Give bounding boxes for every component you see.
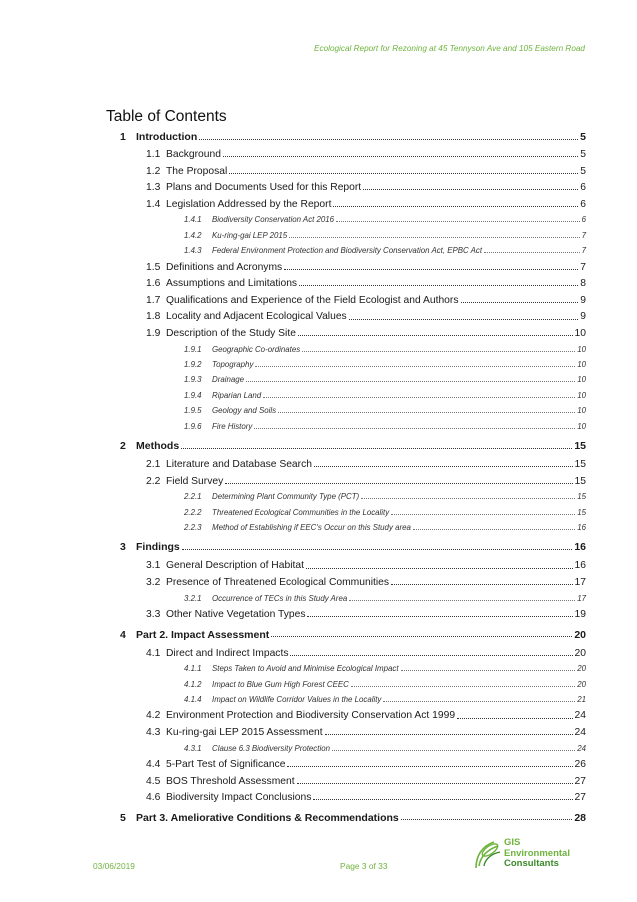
toc-entry-page: 10 (577, 421, 586, 431)
dot-leader (349, 319, 579, 320)
toc-entry-4-1-1[interactable] (184, 665, 586, 673)
footer-date: 03/06/2019 (93, 861, 135, 871)
toc-entry-title: Environment Protection and Biodiversity Conservation Act 1999 (166, 710, 456, 722)
toc-entry-1-6[interactable] (146, 279, 586, 289)
dot-leader (325, 734, 573, 735)
toc-entry-number: 1.4.2 (184, 230, 202, 240)
toc-entry-page: 10 (577, 375, 586, 385)
toc-entry-page: 15 (574, 440, 586, 452)
toc-entry-number: 2.2 (146, 475, 161, 487)
toc-entry-title: Topography (212, 360, 254, 369)
logo-line-2: Environmental (504, 847, 570, 859)
dot-leader (306, 568, 573, 569)
toc-entry-title: Qualifications and Experience of the Field Ecologist and Authors (166, 294, 459, 306)
toc-entry-title: Description of the Study Site (166, 328, 296, 339)
toc-entry-page: 24 (574, 727, 586, 738)
toc-entry-page: 15 (574, 459, 586, 470)
toc-entry-title: Determining Plant Community Type (PCT) (212, 492, 360, 502)
toc-entry-page: 5 (580, 165, 586, 177)
dot-leader (289, 237, 579, 238)
toc-entry-page: 10 (574, 328, 586, 339)
toc-entry-page: 21 (577, 695, 586, 704)
toc-entry-5[interactable] (120, 813, 586, 824)
toc-entry-number: 1.1 (146, 149, 161, 160)
dot-leader (246, 381, 575, 382)
toc-entry-number: 1.9.6 (184, 421, 202, 431)
toc-entry-1-4-1[interactable] (184, 216, 586, 224)
toc-entry-number: 1.9.2 (184, 360, 202, 369)
toc-entry-title: Ku-ring-gai LEP 2015 (212, 230, 288, 240)
toc-entry-title: Occurrence of TECs in this Study Area (212, 593, 348, 603)
dot-leader (299, 285, 578, 286)
dot-leader (461, 302, 579, 303)
toc-entry-number: 3.1 (146, 560, 161, 572)
toc-entry-number: 1.6 (146, 278, 161, 290)
toc-entry-title: Clause 6.3 Biodiversity Protection (212, 743, 330, 753)
toc-entry-number: 4.1.2 (184, 679, 202, 689)
toc-entry-number: 2.2.2 (184, 507, 202, 517)
toc-entry-number: 4.4 (146, 759, 161, 770)
dot-leader (287, 766, 572, 767)
toc-entry-number: 1.9.1 (184, 344, 202, 354)
toc-entry-title: Definitions and Acronyms (166, 261, 283, 273)
logo-line-1: GIS (504, 837, 521, 848)
toc-entry-1-1[interactable] (146, 150, 586, 160)
toc-entry-1-9-2[interactable] (184, 361, 586, 369)
toc-entry-page: 9 (580, 294, 586, 306)
dot-leader (271, 636, 572, 637)
toc-entry-page: 17 (574, 577, 586, 588)
toc-entry-page: 6 (580, 182, 586, 194)
toc-entry-number: 3.2 (146, 577, 161, 588)
toc-entry-3-2[interactable] (146, 578, 586, 588)
dot-leader (182, 549, 573, 550)
running-header: Ecological Report for Rezoning at 45 Tennyson Ave and 105 Eastern Road (314, 44, 585, 53)
dot-leader (391, 514, 575, 515)
toc-entry-title: Steps Taken to Avoid and Minimise Ecological Impact (212, 664, 399, 674)
toc-entry-number: 2.2.1 (184, 492, 202, 502)
toc-entry-4-2[interactable] (146, 711, 586, 721)
company-logo (470, 836, 580, 876)
toc-entry-1-5[interactable] (146, 263, 586, 273)
dot-leader (302, 351, 575, 352)
dot-leader (225, 483, 572, 484)
dot-leader (391, 584, 573, 585)
toc-entry-3-3[interactable] (146, 610, 586, 620)
toc-entry-page: 20 (574, 628, 586, 641)
toc-entry-page: 15 (577, 507, 586, 517)
dot-leader (284, 269, 578, 270)
toc-title: Table of Contents (106, 108, 227, 125)
dot-leader (383, 701, 575, 702)
toc-entry-2-1[interactable] (146, 460, 586, 470)
toc-entry-title: Part 3. Ameliorative Conditions & Recommendations (136, 811, 399, 824)
toc-entry-1[interactable] (120, 132, 586, 143)
logo-text (504, 838, 570, 870)
dot-leader (255, 366, 575, 367)
toc-entry-page: 6 (580, 198, 586, 210)
toc-entry-title: Riparian Land (212, 390, 262, 400)
toc-entry-page: 24 (577, 743, 586, 753)
dot-leader (413, 529, 575, 530)
toc-entry-title: General Description of Habitat (166, 560, 304, 572)
dot-leader (278, 412, 575, 413)
toc-entry-title: Threatened Ecological Communities in the Locality (212, 507, 390, 517)
toc-entry-title: Legislation Addressed by the Report (166, 198, 332, 210)
toc-entry-page: 5 (580, 149, 586, 160)
toc-entry-number: 4.2 (146, 710, 161, 722)
toc-entry-4-1[interactable] (146, 649, 586, 659)
toc-entry-1-4-3[interactable] (184, 247, 586, 255)
toc-entry-title: Introduction (136, 131, 198, 143)
toc-entry-number: 1.2 (146, 165, 161, 177)
dot-leader (484, 252, 580, 253)
dot-leader (333, 206, 578, 207)
dot-leader (351, 686, 575, 687)
toc-entry-number: 4.1.1 (184, 664, 202, 674)
toc-entry-4-1-4[interactable] (184, 696, 586, 704)
toc-entry-page: 10 (577, 344, 586, 354)
toc-entry-1-4-2[interactable] (184, 232, 586, 240)
toc-entry-2-2[interactable] (146, 477, 586, 487)
dot-leader (297, 783, 573, 784)
toc-entry-page: 10 (577, 360, 586, 369)
toc-entry-title: Literature and Database Search (166, 459, 312, 470)
toc-entry-page: 17 (577, 593, 586, 603)
toc-entry-page: 20 (574, 647, 586, 659)
toc-entry-4-1-2[interactable] (184, 681, 586, 689)
toc-entry-title: The Proposal (166, 165, 228, 177)
dot-leader (223, 156, 578, 157)
dot-leader (457, 718, 572, 719)
dot-leader (363, 189, 578, 190)
toc-entry-4-3[interactable] (146, 728, 586, 738)
dot-leader (290, 655, 572, 656)
toc-entry-title: Fire History (212, 421, 253, 431)
toc-entry-number: 1.9.3 (184, 375, 202, 385)
toc-entry-1-7[interactable] (146, 296, 586, 306)
dot-leader (263, 397, 575, 398)
toc-entry-title: Background (166, 149, 221, 160)
toc-entry-number: 1.9.5 (184, 406, 202, 416)
toc-entry-number: 3.2.1 (184, 593, 202, 603)
toc-entry-page: 20 (577, 664, 586, 674)
toc-entry-title: Impact on Wildlife Corridor Values in the Locality (212, 695, 382, 704)
toc-entry-1-9-3[interactable] (184, 376, 586, 384)
toc-entry-2-2-3[interactable] (184, 524, 586, 532)
toc-entry-number: 2 (120, 440, 126, 452)
toc-entry-1-9-6[interactable] (184, 423, 586, 431)
toc-entry-number: 2.1 (146, 459, 161, 470)
toc-entry-page: 5 (580, 131, 586, 143)
toc-entry-page: 27 (574, 775, 586, 787)
toc-entry-1-4[interactable] (146, 200, 586, 210)
toc-entry-page: 8 (580, 278, 586, 290)
toc-entry-title: Methods (136, 440, 180, 452)
toc-entry-page: 15 (577, 492, 586, 502)
toc-entry-1-9-1[interactable] (184, 346, 586, 354)
toc-entry-1-3[interactable] (146, 183, 586, 193)
dot-leader (313, 799, 572, 800)
toc-entry-number: 4.3.1 (184, 743, 202, 753)
toc-entry-number: 4.6 (146, 792, 161, 804)
toc-entry-1-9[interactable] (146, 329, 586, 339)
toc-entry-page: 20 (577, 679, 586, 689)
footer-page-number: Page 3 of 33 (340, 861, 388, 871)
toc-entry-title: BOS Threshold Assessment (166, 775, 295, 787)
toc-entry-title: Ku-ring-gai LEP 2015 Assessment (166, 727, 323, 738)
toc-entry-title: Geology and Soils (212, 406, 277, 416)
toc-entry-title: Federal Environment Protection and Biodiversity Conservation Act, EPBC Act (212, 246, 483, 256)
toc-entry-number: 1.8 (146, 311, 161, 323)
toc-entry-2-2-2[interactable] (184, 509, 586, 517)
toc-entry-number: 1.4.1 (184, 215, 202, 225)
toc-entry-title: Plans and Documents Used for this Report (166, 182, 362, 194)
toc-entry-1-8[interactable] (146, 312, 586, 322)
toc-entry-page: 16 (574, 560, 586, 572)
toc-entry-2[interactable] (120, 441, 586, 452)
logo-line-3: Consultants (504, 858, 559, 869)
toc-entry-3-2-1[interactable] (184, 595, 586, 603)
toc-entry-number: 2.2.3 (184, 523, 202, 532)
toc-entry-number: 4 (120, 628, 126, 641)
toc-entry-4[interactable] (120, 630, 586, 641)
toc-entry-title: Field Survey (166, 475, 224, 487)
toc-entry-number: 4.5 (146, 775, 161, 787)
toc-entry-page: 19 (574, 609, 586, 620)
toc-entry-title: Assumptions and Limitations (166, 278, 298, 290)
toc-entry-title: Method of Establishing if EEC's Occur on this Study area (212, 523, 411, 532)
toc-entry-page: 7 (581, 230, 586, 240)
dot-leader (401, 819, 573, 820)
toc-entry-title: Other Native Vegetation Types (166, 609, 306, 620)
toc-entry-number: 5 (120, 811, 126, 824)
toc-entry-page: 16 (577, 523, 586, 532)
dot-leader (336, 221, 580, 222)
dot-leader (199, 139, 578, 140)
toc-entry-3-1[interactable] (146, 561, 586, 571)
toc-entry-4-3-1[interactable] (184, 745, 586, 753)
toc-entry-number: 1.9.4 (184, 390, 202, 400)
toc-entry-number: 1.9 (146, 328, 161, 339)
toc-entry-4-4[interactable] (146, 760, 586, 770)
toc-entry-title: Geographic Co-ordinates (212, 344, 301, 354)
toc-entry-page: 6 (581, 215, 586, 225)
toc-entry-title: Part 2. Impact Assessment (136, 628, 270, 641)
toc-entry-page: 15 (574, 475, 586, 487)
toc-entry-page: 16 (574, 541, 586, 554)
toc-entry-2-2-1[interactable] (184, 493, 586, 501)
toc-entry-title: 5-Part Test of Significance (166, 759, 286, 770)
toc-entry-4-5[interactable] (146, 777, 586, 787)
toc-entry-title: Direct and Indirect Impacts (166, 647, 289, 659)
dot-leader (254, 428, 575, 429)
dot-leader (332, 750, 575, 751)
toc-entry-number: 1.7 (146, 294, 161, 306)
toc-entry-number: 4.1 (146, 647, 161, 659)
toc-entry-page: 10 (577, 390, 586, 400)
toc-entry-title: Presence of Threatened Ecological Communities (166, 577, 390, 588)
toc-entry-number: 3 (120, 541, 126, 554)
toc-entry-title: Drainage (212, 375, 245, 385)
toc-entry-3[interactable] (120, 542, 586, 553)
toc-entry-page: 7 (581, 246, 586, 256)
toc-entry-page: 7 (580, 261, 586, 273)
toc-entry-title: Locality and Adjacent Ecological Values (166, 311, 347, 323)
toc-entry-page: 24 (574, 710, 586, 722)
toc-entry-page: 27 (574, 792, 586, 804)
toc-entry-page: 28 (574, 811, 586, 824)
toc-entry-title: Findings (136, 541, 180, 554)
toc-entry-1-9-5[interactable] (184, 407, 586, 415)
dot-leader (349, 600, 575, 601)
toc-entry-title: Impact to Blue Gum High Forest CEEC (212, 679, 349, 689)
toc-entry-4-6[interactable] (146, 793, 586, 803)
toc-entry-number: 1.4.3 (184, 246, 202, 256)
dot-leader (307, 616, 572, 617)
toc-entry-number: 1.3 (146, 182, 161, 194)
toc-entry-number: 1 (120, 131, 126, 143)
toc-entry-page: 26 (574, 759, 586, 770)
toc-entry-title: Biodiversity Conservation Act 2016 (212, 215, 335, 225)
toc-entry-title: Biodiversity Impact Conclusions (166, 792, 312, 804)
toc-entry-page: 9 (580, 311, 586, 323)
dot-leader (298, 335, 573, 336)
dot-leader (229, 173, 578, 174)
dot-leader (181, 448, 572, 449)
toc-entry-number: 1.5 (146, 261, 161, 273)
toc-entry-page: 10 (577, 406, 586, 416)
toc-entry-number: 1.4 (146, 198, 161, 210)
toc-entry-number: 3.3 (146, 609, 161, 620)
toc-entry-number: 4.1.4 (184, 695, 202, 704)
dot-leader (401, 670, 576, 671)
toc-entry-number: 4.3 (146, 727, 161, 738)
dot-leader (314, 466, 573, 467)
dot-leader (361, 498, 575, 499)
toc-entry-1-9-4[interactable] (184, 392, 586, 400)
leaf-logo-icon (470, 836, 504, 872)
toc-entry-1-2[interactable] (146, 167, 586, 177)
